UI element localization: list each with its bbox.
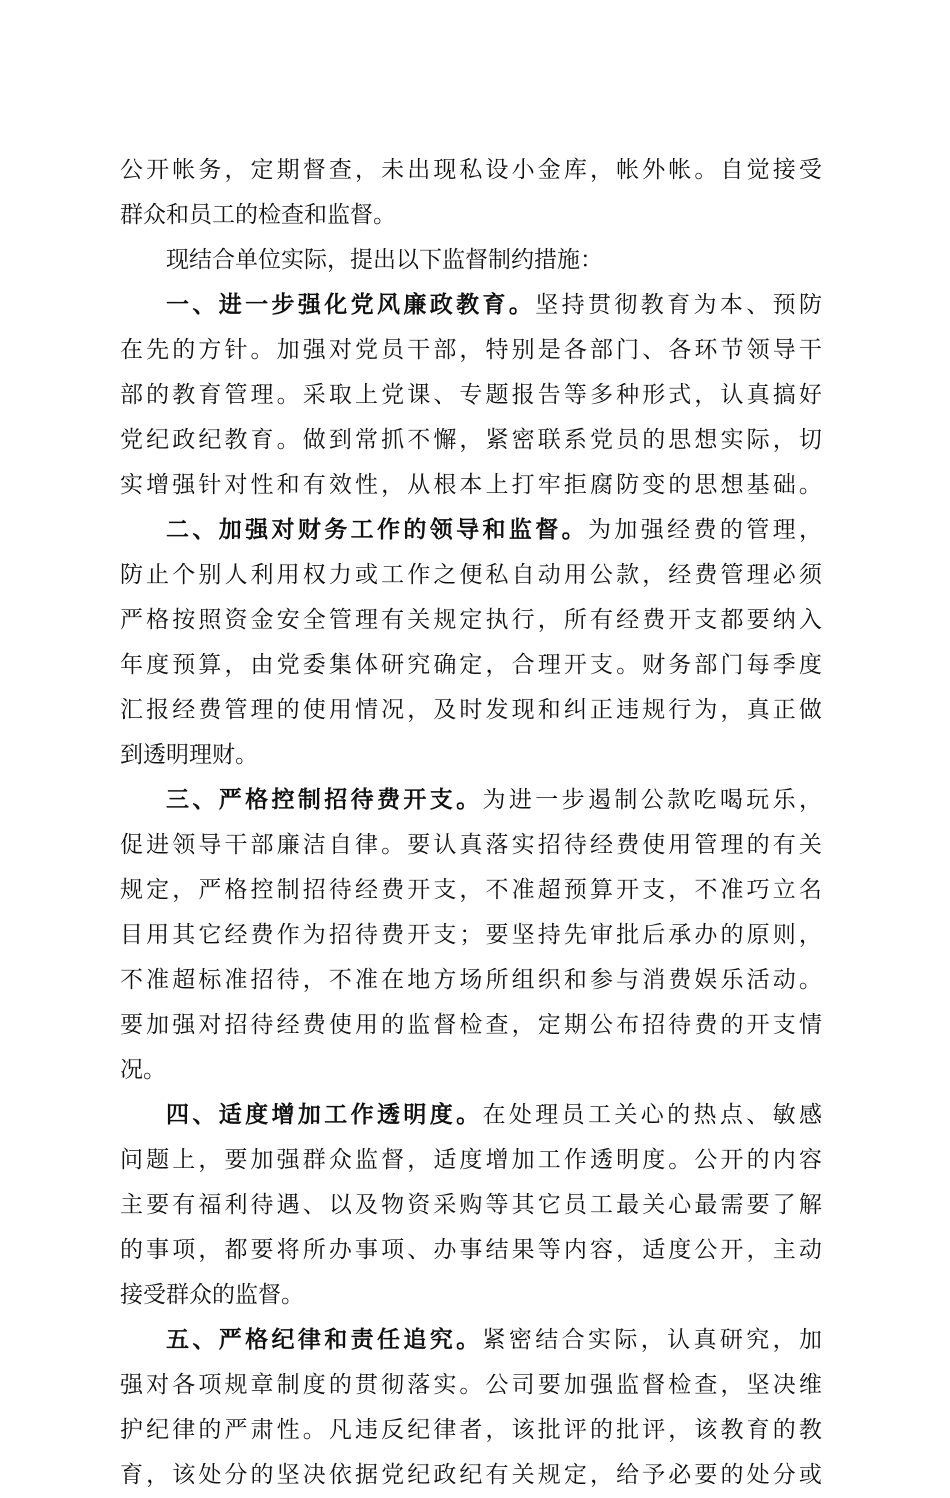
- text-line: 的 事 项 ， 都 要 将 所 办 事 项 、 办 事 结 果 等 内 容 ， 适 度 公 开 ， 主 动: [120, 1237, 822, 1263]
- text-line: 群众和员工的检查和监督。: [120, 202, 396, 228]
- text-line: 党 纪 政 纪 教 育 。 做 到 常 抓 不 懈 ， 紧 密 联 系 党 员 的 思 想 实 际 ， 切: [120, 427, 822, 453]
- text-line: 不 准 超 标 准 招 待 ， 不 准 在 地 方 场 所 组 织 和 参 与 消 费 娱 乐 活 动 。: [120, 967, 822, 993]
- text-line: 部 的 教 育 管 理 。 采 取 上 党 课 、 专 题 报 告 等 多 种 形 式 ， 认 真 搞 好: [120, 382, 822, 408]
- text-line: 三 、 严 格 控 制 招 待 费 开 支 。 为 进 一 步 遏 制 公 款 吃 喝 玩 乐 ，: [166, 787, 822, 813]
- text-line: 主 要 有 福 利 待 遇 、 以 及 物 资 采 购 等 其 它 员 工 最 关 心 最 需 要 了 解: [120, 1192, 822, 1218]
- text-line: 一 、 进 一 步 强 化 党 风 廉 政 教 育 。 坚 持 贯 彻 教 育 为 本 、 预 防: [166, 292, 822, 318]
- text-line: 公 开 帐 务 ， 定 期 督 查 ， 未 出 现 私 设 小 金 库 ， 帐 外 帐 。 自 觉 接 受: [120, 157, 822, 183]
- text-line: 到透明理财。: [120, 742, 258, 768]
- text-line: 接受群众的监督。: [120, 1282, 304, 1308]
- text-line: 促 进 领 导 干 部 廉 洁 自 律 。 要 认 真 落 实 招 待 经 费 使 用 管 理 的 有 关: [120, 832, 822, 858]
- text-line: 二 、 加 强 对 财 务 工 作 的 领 导 和 监 督 。 为 加 强 经 费 的 管 理 ，: [166, 517, 822, 543]
- text-line: 在 先 的 方 针 。 加 强 对 党 员 干 部 ， 特 别 是 各 部 门 、 各 环 节 领 导 干: [120, 337, 822, 363]
- text-line: 防 止 个 别 人 利 用 权 力 或 工 作 之 便 私 自 动 用 公 款 ， 经 费 管 理 必 须: [120, 562, 822, 588]
- text-line: 汇 报 经 费 管 理 的 使 用 情 况 ， 及 时 发 现 和 纠 正 违 规 行 为 ， 真 正 做: [120, 697, 822, 723]
- text-line: 况。: [120, 1057, 166, 1083]
- text-line: 严 格 按 照 资 金 安 全 管 理 有 关 规 定 执 行 ， 所 有 经 费 开 支 都 要 纳 入: [120, 607, 822, 633]
- text-line: 育 ， 该 处 分 的 坚 决 依 据 党 纪 政 纪 有 关 规 定 ， 给 予 必 要 的 处 分 或: [120, 1462, 822, 1488]
- text-line: 年 度 预 算 ， 由 党 委 集 体 研 究 确 定 ， 合 理 开 支 。 财 务 部 门 每 季 度: [120, 652, 822, 678]
- text-line: 强 对 各 项 规 章 制 度 的 贯 彻 落 实 。 公 司 要 加 强 监 督 检 查 ， 坚 决 维: [120, 1372, 822, 1398]
- document-body: [120, 148, 822, 1498]
- text-line: 现结合单位实际，提出以下监督制约措施：: [166, 247, 603, 273]
- text-line: 目 用 其 它 经 费 作 为 招 待 费 开 支 ； 要 坚 持 先 审 批 后 承 办 的 原 则 ，: [120, 922, 822, 948]
- text-line: 五 、 严 格 纪 律 和 责 任 追 究 。 紧 密 结 合 实 际 ， 认 真 研 究 ， 加: [166, 1327, 822, 1353]
- text-line: 四 、 适 度 增 加 工 作 透 明 度 。 在 处 理 员 工 关 心 的 热 点 、 敏 感: [166, 1102, 822, 1128]
- text-line: 要 加 强 对 招 待 经 费 使 用 的 监 督 检 查 ， 定 期 公 布 招 待 费 的 开 支 情: [120, 1012, 822, 1038]
- text-line: 实 增 强 针 对 性 和 有 效 性 ， 从 根 本 上 打 牢 拒 腐 防 变 的 思 想 基 础 。: [120, 472, 822, 498]
- text-line: 护 纪 律 的 严 肃 性 。 凡 违 反 纪 律 者 ， 该 批 评 的 批 评 ， 该 教 育 的 教: [120, 1417, 822, 1443]
- text-line: 规 定 ， 严 格 控 制 招 待 经 费 开 支 ， 不 准 超 预 算 开 支 ， 不 准 巧 立 名: [120, 877, 822, 903]
- text-line: 问 题 上 ， 要 加 强 群 众 监 督 ， 适 度 增 加 工 作 透 明 度 。 公 开 的 内 容: [120, 1147, 822, 1173]
